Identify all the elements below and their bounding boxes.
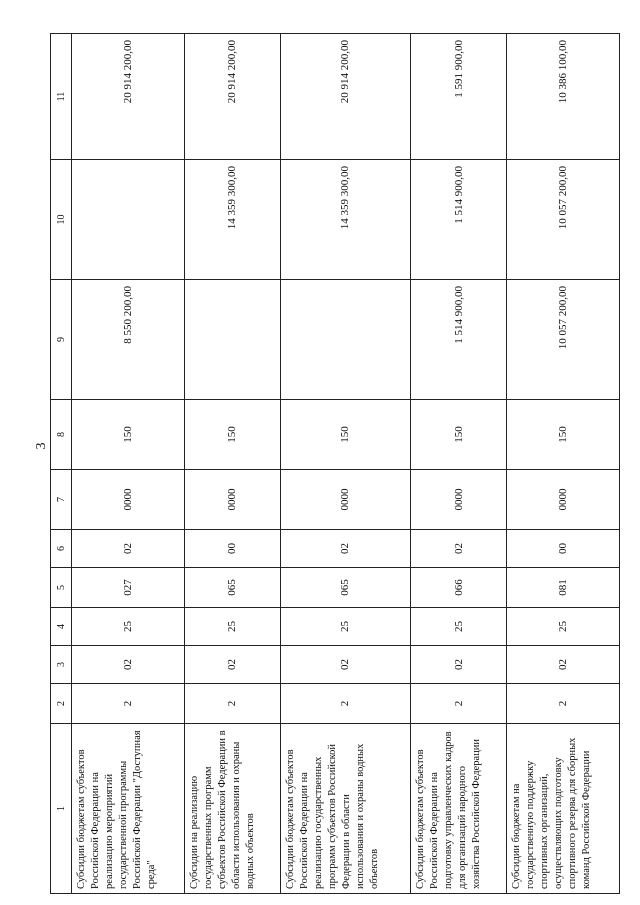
table-row <box>72 34 185 894</box>
table-cell: 066 <box>411 568 507 608</box>
amount-cell: 20 914 200,00 <box>280 34 410 160</box>
table-cell: 02 <box>72 530 185 568</box>
table-cell: 0000 <box>185 470 281 530</box>
table-cell: 02 <box>411 646 507 684</box>
table-cell: 150 <box>411 400 507 470</box>
column-header: 8 <box>51 400 72 470</box>
table-row <box>411 34 507 894</box>
amount-cell <box>72 160 185 280</box>
table-cell: 081 <box>506 568 619 608</box>
amount-cell: 14 359 300,00 <box>185 160 281 280</box>
column-header: 11 <box>51 34 72 160</box>
table-cell: 02 <box>411 530 507 568</box>
amount-cell: 10 057 200,00 <box>506 160 619 280</box>
row-description: Субсидии бюджетам на государственную поддержку спортивных организаций, осуществляющих подготовку спортивного резерва для сборных команд Российской Федерации <box>506 724 619 894</box>
row-description: Субсидии бюджетам субъектов Российской Федерации на реализацию государственных программ субъектов Российской Федерации в области использования и охраны водных объектов <box>280 724 410 894</box>
table-row <box>280 34 410 894</box>
row-description: Субсидии бюджетам субъектов Российской Федерации на подготовку управленческих кадров для организаций народного хозяйства Российской Федерации <box>411 724 507 894</box>
column-header: 3 <box>51 646 72 684</box>
table-cell: 02 <box>185 646 281 684</box>
column-header: 4 <box>51 608 72 646</box>
amount-cell: 1 514 900,00 <box>411 160 507 280</box>
budget-table <box>50 33 620 894</box>
column-header: 7 <box>51 470 72 530</box>
table-row <box>185 34 281 894</box>
table-cell: 027 <box>72 568 185 608</box>
column-header: 2 <box>51 684 72 724</box>
amount-cell: 20 914 200,00 <box>72 34 185 160</box>
table-cell: 02 <box>72 646 185 684</box>
amount-cell: 1 514 900,00 <box>411 280 507 400</box>
row-description: Субсидии на реализацию государственных программ субъектов Российской Федерации в области использования и охраны водных объектов <box>185 724 281 894</box>
table-cell: 150 <box>280 400 410 470</box>
table-cell: 150 <box>72 400 185 470</box>
table-cell: 065 <box>280 568 410 608</box>
table-cell: 0000 <box>411 470 507 530</box>
table-cell: 150 <box>185 400 281 470</box>
amount-cell: 14 359 300,00 <box>280 160 410 280</box>
page-number: 3 <box>34 442 49 450</box>
amount-cell: 1 591 900,00 <box>411 34 507 160</box>
table-cell: 25 <box>185 608 281 646</box>
table-row <box>506 34 619 894</box>
amount-cell <box>280 280 410 400</box>
table-cell: 0000 <box>72 470 185 530</box>
amount-cell <box>185 280 281 400</box>
column-header: 1 <box>51 724 72 894</box>
table-cell: 2 <box>185 684 281 724</box>
amount-cell: 20 914 200,00 <box>185 34 281 160</box>
table-cell: 00 <box>185 530 281 568</box>
table-cell: 2 <box>72 684 185 724</box>
table-cell: 0000 <box>280 470 410 530</box>
column-header: 6 <box>51 530 72 568</box>
table-region <box>50 34 620 894</box>
table-cell: 00 <box>506 530 619 568</box>
column-header: 10 <box>51 160 72 280</box>
amount-cell: 8 550 200,00 <box>72 280 185 400</box>
table-cell: 02 <box>280 530 410 568</box>
header-row <box>51 34 72 894</box>
table-cell: 2 <box>506 684 619 724</box>
amount-cell: 10 386 100,00 <box>506 34 619 160</box>
table-cell: 150 <box>506 400 619 470</box>
table-cell: 0000 <box>506 470 619 530</box>
amount-cell: 10 057 200,00 <box>506 280 619 400</box>
table-cell: 02 <box>506 646 619 684</box>
column-header: 5 <box>51 568 72 608</box>
row-description: Субсидии бюджетам субъектов Российской Федерации на реализацию мероприятий государственной программы Российской Федерации "Доступная среда" <box>72 724 185 894</box>
table-cell: 25 <box>506 608 619 646</box>
table-cell: 2 <box>280 684 410 724</box>
column-header: 9 <box>51 280 72 400</box>
table-cell: 25 <box>411 608 507 646</box>
table-cell: 02 <box>280 646 410 684</box>
table-cell: 2 <box>411 684 507 724</box>
table-cell: 065 <box>185 568 281 608</box>
rotated-table-wrapper <box>50 34 620 894</box>
table-cell: 25 <box>72 608 185 646</box>
table-cell: 25 <box>280 608 410 646</box>
